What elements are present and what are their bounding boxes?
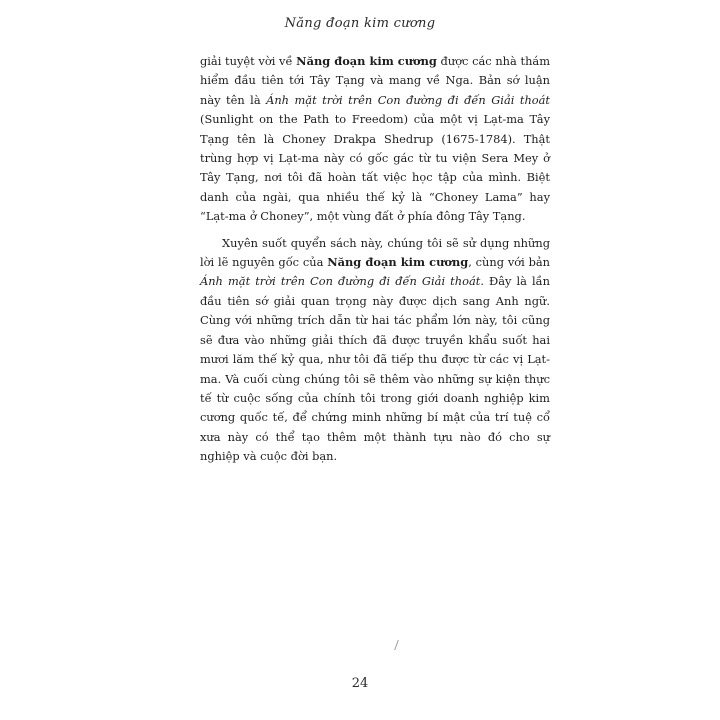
paragraph-2-text-1: Xuyên suốt quyển sách này, chúng tôi sẽ sử dụng những lời lẽ nguyên gốc của: [200, 235, 550, 270]
page-number: 24: [351, 676, 369, 691]
paragraph-1-commentary-title-italic: Ánh mặt trời trên Con đường đi đến Giải thoát: [266, 92, 551, 107]
stray-pen-mark: [394, 640, 405, 650]
paragraph-1-text-3: (Sunlight on the Path to Freedom) của một vị Lạt-ma Tây Tạng tên là Choney Drakpa Shedrup (1675-1784). Thật trùng hợp vị Lạt-ma này có gốc gác từ tu viện Sera Mey ở Tây Tạng, nơi tôi đã hoàn tất việc học tập của mình. Biệt danh của ngài, qua nhiều thế kỷ là “Choney Lama” hay “Lạt-ma ở Choney”, một vùng đất ở phía đông Tây Tạng.: [200, 112, 550, 224]
paragraph-1-text-1: giải tuyệt vời về: [200, 54, 297, 68]
paragraph-2-book-title-bold: Năng đoạn kim cương: [327, 255, 469, 270]
running-header-title: Năng đoạn kim cương: [284, 16, 436, 31]
paragraph-2-text-3: . Đây là lần đầu tiên sớ giải quan trọng này được dịch sang Anh ngữ. Cùng với những trích dẫn từ hai tác phẩm lớn này, tôi cũng sẽ đưa vào những giải thích đã được truyền khẩu suốt hai mươi lăm thế kỷ qua, như tôi đã tiếp thu được từ các vị Lạt-ma. Và cuối cùng chúng tôi sẽ thêm vào những sự kiện thực tế từ cuộc sống của chính tôi trong giới doanh nghiệp kim cương quốc tế, để chứng minh những bí mật của trí tuệ cổ xưa này có thể tạo thêm một thành tựu nào đó cho sự nghiệp và cuộc đời bạn.: [200, 274, 551, 464]
paragraph-2-commentary-title-italic: Ánh mặt trời trên Con đường đi đến Giải thoát: [200, 274, 481, 289]
paragraph-2-text-2: , cùng với bản: [468, 255, 550, 270]
paragraph-2: [200, 234, 550, 467]
paragraph-1-book-title-bold: Năng đoạn kim cương: [296, 54, 437, 68]
paragraph-1-text-2: được các nhà thám hiểm đầu tiên tới Tây Tạng và mang về Nga. Bản sớ luận này tên là: [200, 54, 551, 107]
body-text: [200, 52, 550, 467]
paragraph-1: [200, 52, 550, 227]
